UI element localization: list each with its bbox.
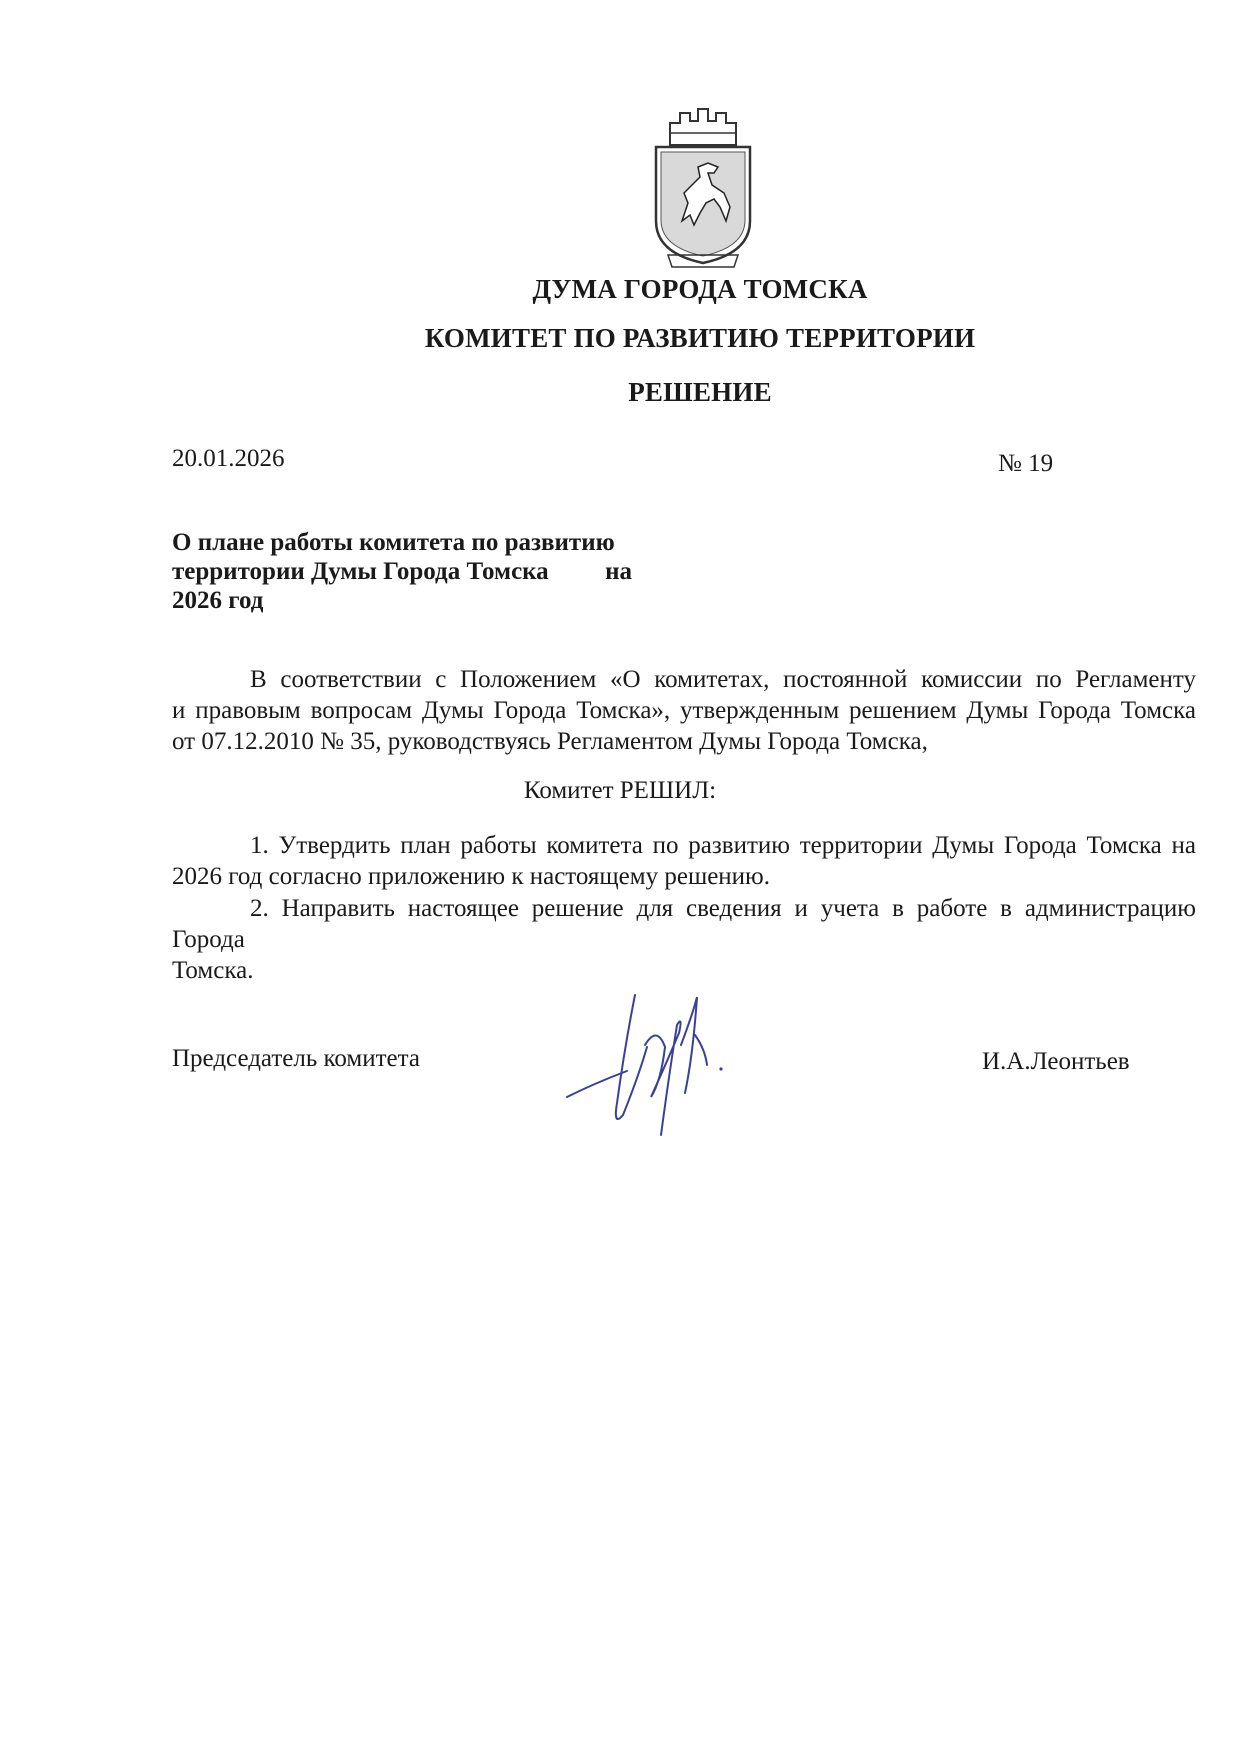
subject-line-part: на bbox=[605, 558, 632, 585]
paragraph-line: от 07.12.2010 № 35, руководствуясь Регламентом Думы Города Томска, bbox=[172, 728, 928, 755]
document-number: № 19 bbox=[998, 450, 1054, 477]
subject-line: 2026 год bbox=[172, 587, 264, 614]
signer-position: Председатель комитета bbox=[172, 1045, 420, 1072]
coat-of-arms-icon bbox=[648, 103, 758, 273]
paragraph-line: 2. Направить настоящее решение для сведения и учета в работе в администрацию Города bbox=[172, 895, 1196, 953]
document-subject bbox=[172, 528, 632, 615]
subject-line-part: территории Думы Города Томска bbox=[172, 558, 549, 585]
resolution-item bbox=[172, 830, 1196, 892]
paragraph-line: Томска. bbox=[172, 957, 254, 984]
document-type: РЕШЕНИЕ bbox=[628, 377, 772, 407]
subject-line bbox=[172, 557, 632, 586]
subject-line: О плане работы комитета по развитию bbox=[172, 529, 615, 556]
paragraph-line: 1. Утвердить план работы комитета по развитию территории Думы Города Томска на bbox=[250, 832, 1196, 859]
preamble-paragraph bbox=[172, 664, 1196, 757]
signer-name: И.А.Леонтьев bbox=[982, 1048, 1130, 1075]
resolution-heading: Комитет РЕШИЛ: bbox=[523, 777, 717, 804]
paragraph-line: и правовым вопросам Думы Города Томска», утвержденным решением Думы Города Томска bbox=[172, 697, 1196, 724]
handwritten-signature bbox=[565, 985, 795, 1145]
resolution-item bbox=[172, 893, 1196, 986]
organization-title: ДУМА ГОРОДА ТОМСКА bbox=[532, 274, 868, 304]
paragraph-line: В соответствии с Положением «О комитетах, постоянной комиссии по Регламенту bbox=[250, 666, 1196, 693]
document-date: 20.01.2026 bbox=[172, 445, 285, 472]
committee-title: КОМИТЕТ ПО РАЗВИТИЮ ТЕРРИТОРИИ bbox=[424, 323, 976, 353]
paragraph-line: 2026 год согласно приложению к настоящему решению. bbox=[172, 863, 770, 890]
